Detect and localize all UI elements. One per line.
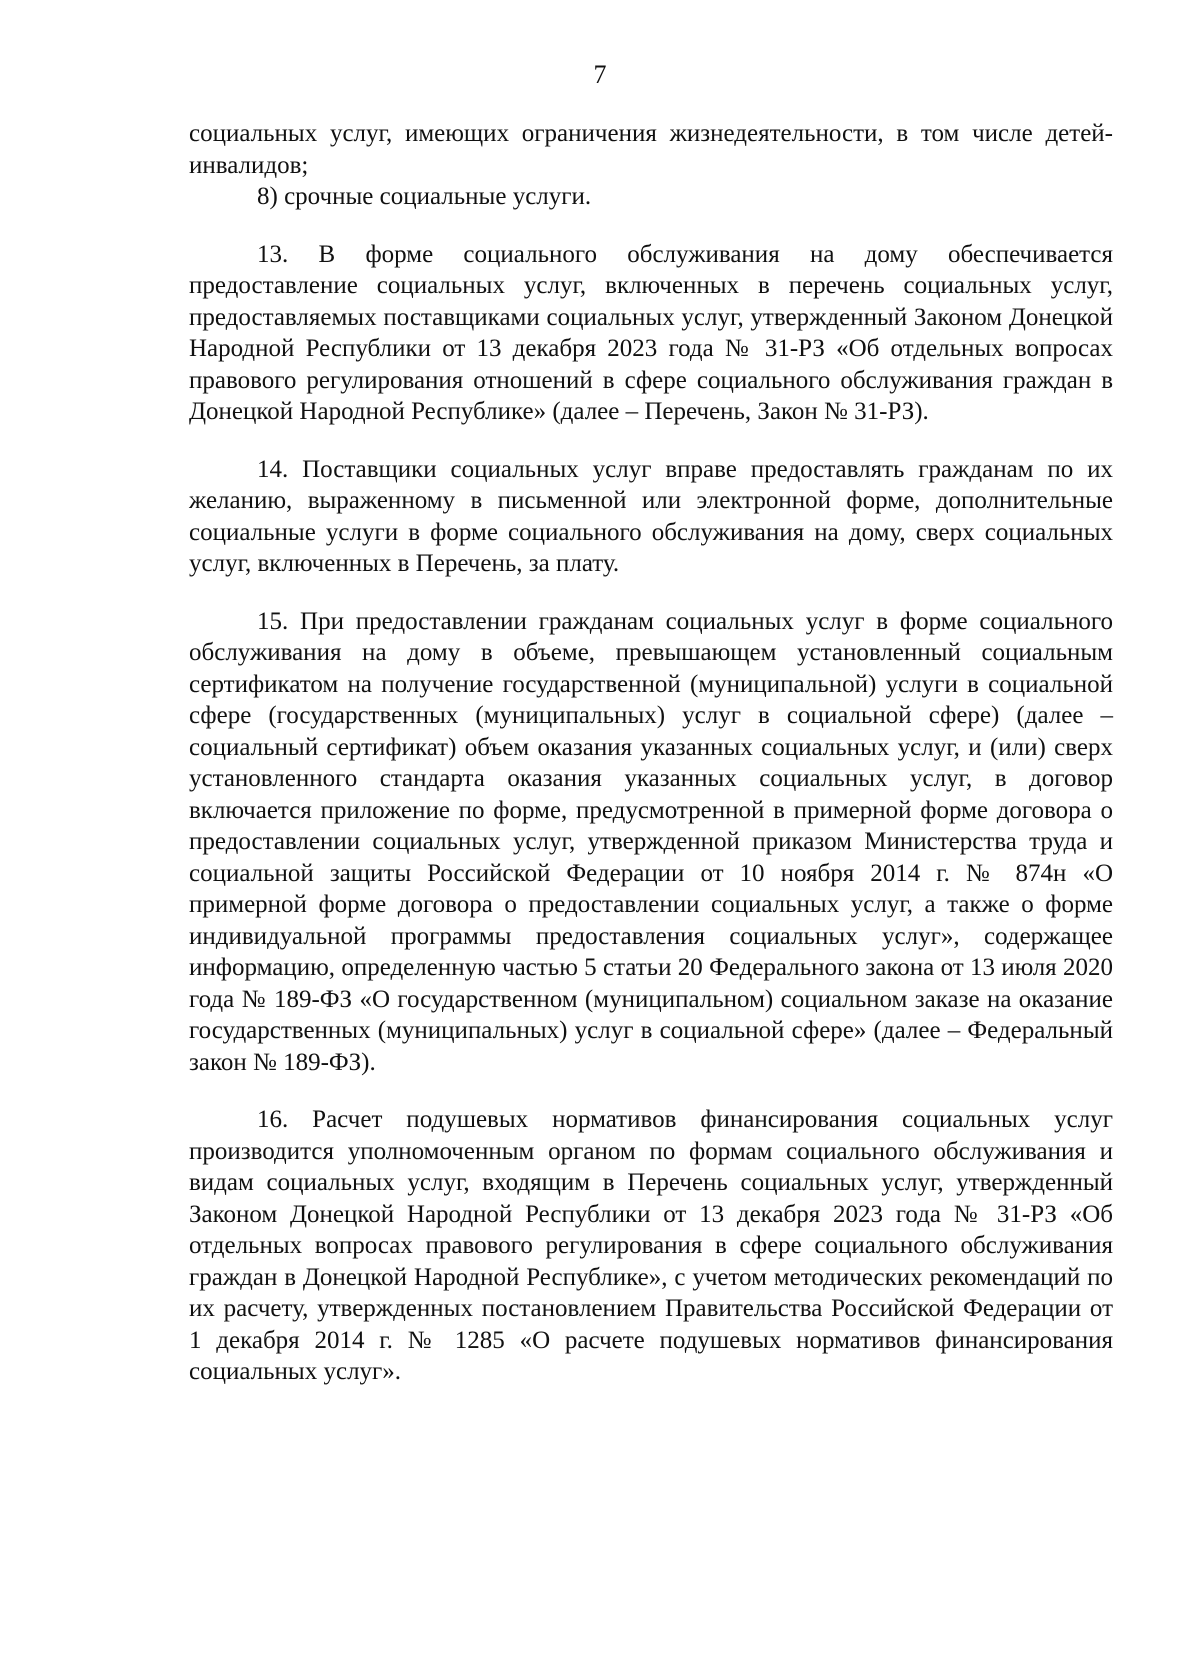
clause-15: 15. При предоставлении гражданам социальных услуг в форме социального обслуживания на дому в объеме, превышающем установленный социальным сертификатом на получение государственной (муниципальной) услуги в социальной сфере (государственных (муниципальных) услуг в социальной сфере) (далее – социальный сертификат) объем оказания указанных социальных услуг, и (или) сверх установленного стандарта оказания указанных социальных услуг, в договор включается приложение по форме, предусмотренной в примерной форме договора о предоставлении социальных услуг, утвержденной приказом Министерства труда и социальной защиты Российской Федерации от 10 ноября 2014 г. № 874н «О примерной форме договора о предоставлении социальных услуг, а также о форме индивидуальной программы предоставления социальных услуг», содержащее информацию, определенную частью 5 статьи 20 Федерального закона от 13 июля 2020 года № 189-ФЗ «О государственном (муниципальном) социальном заказе на оказание государственных (муниципальных) услуг в социальной сфере» (далее – Федеральный закон № 189-ФЗ).	[189, 607, 1113, 1076]
document-body	[189, 118, 1113, 1388]
paragraph-continuation: социальных услуг, имеющих ограничения жизнедеятельности, в том числе детей-инвалидов;	[189, 120, 1113, 179]
list-item-8: 8) срочные социальные услуги.	[257, 183, 592, 210]
clause-14: 14. Поставщики социальных услуг вправе предоставлять гражданам по их желанию, выраженному в письменной или электронной форме, дополнительные социальные услуги в форме социального обслуживания на дому, сверх социальных услуг, включенных в Перечень, за плату.	[189, 455, 1113, 577]
clause-16: 16. Расчет подушевых нормативов финансирования социальных услуг производится уполномоченным органом по формам социального обслуживания и видам социальных услуг, входящим в Перечень социальных услуг, утвержденный Законом Донецкой Народной Республики от 13 декабря 2023 года № 31-РЗ «Об отдельных вопросах правового регулирования в сфере социального обслуживания граждан в Донецкой Народной Республике», с учетом методических рекомендаций по их расчету, утвержденных постановлением Правительства Российской Федерации от 1 декабря 2014 г. № 1285 «О расчете подушевых нормативов финансирования социальных услуг».	[189, 1106, 1113, 1385]
clause-13: 13. В форме социального обслуживания на дому обеспечивается предоставление социальных услуг, включенных в перечень социальных услуг, предоставляемых поставщиками социальных услуг, утвержденный Законом Донецкой Народной Республики от 13 декабря 2023 года № 31-РЗ «Об отдельных вопросах правового регулирования отношений в сфере социального обслуживания граждан в Донецкой Народной Республике» (далее – Перечень, Закон № 31-РЗ).	[189, 240, 1113, 425]
page-number: 7	[593, 60, 607, 89]
